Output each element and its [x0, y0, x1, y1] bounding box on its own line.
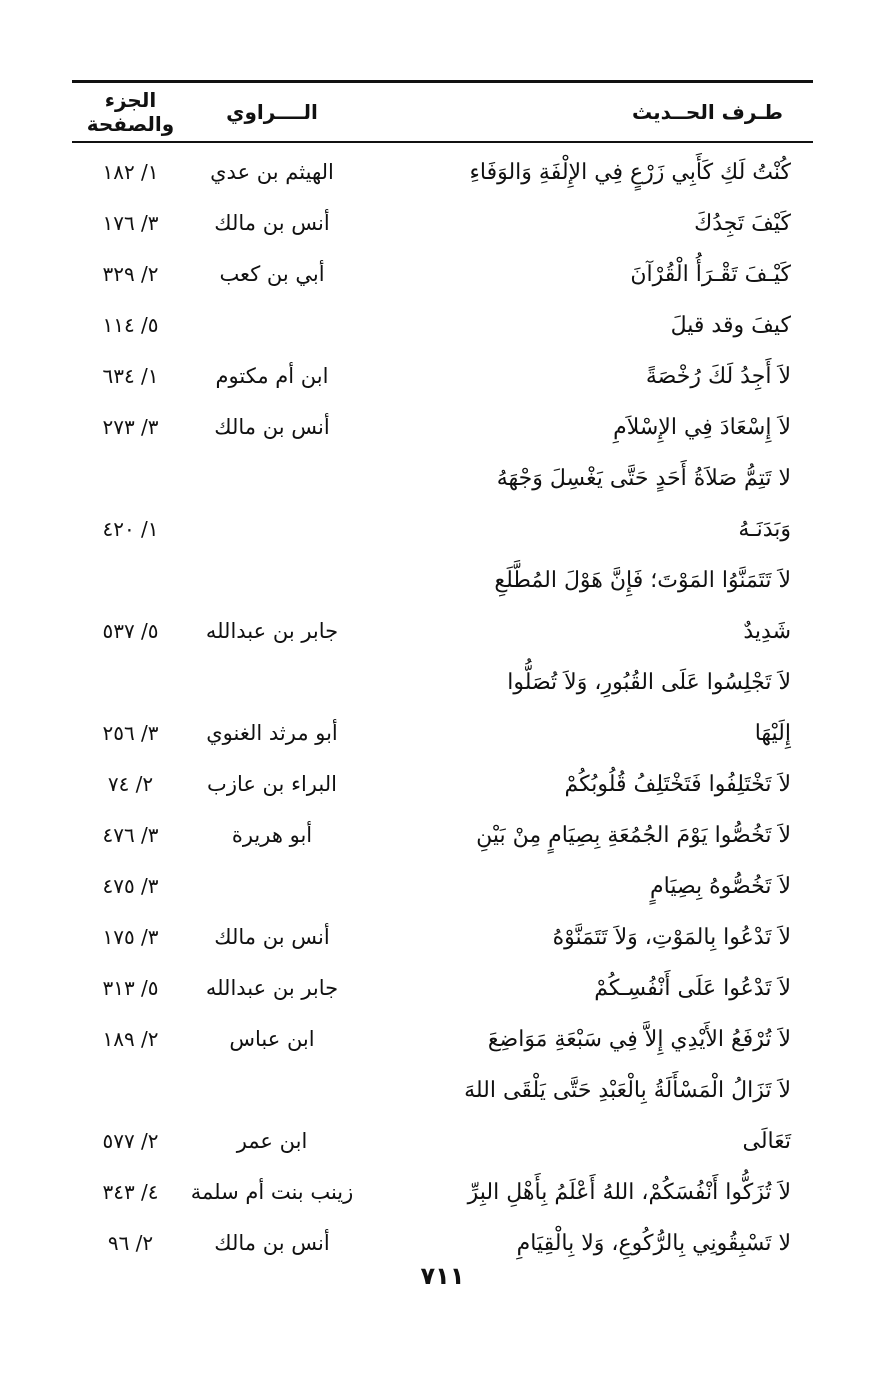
hadith-text: [355, 402, 813, 453]
table-row: [72, 198, 813, 249]
narrator: ابن عباس: [229, 1027, 315, 1051]
hadith-text: [355, 810, 813, 861]
index-table: [72, 80, 813, 1269]
hadith-line: تَعَالَى: [742, 1129, 791, 1154]
narrator: الهيثم بن عدي: [210, 160, 334, 184]
hadith-text: [355, 1014, 813, 1065]
hadith-line: كَيْـفَ تَقْـرَأُ الْقُرْآنَ: [630, 262, 791, 287]
hadith-text: [355, 147, 813, 198]
hadith-line: لا تَتِمُّ صَلاَةُ أَحَدٍ حَتَّى يَغْسِلَ وَجْهَهُ: [496, 466, 791, 491]
hadith-text: [355, 198, 813, 249]
hadith-line: كُنْتُ لَكِ كَأَبِي زَرْعٍ فِي الإِلْفَةِ وَالوَفَاءِ: [469, 160, 791, 185]
header-volume-page: الجزء والصفحة: [86, 88, 175, 136]
hadith-text: [355, 351, 813, 402]
hadith-text: [355, 861, 813, 912]
narrator: أنس بن مالك: [214, 925, 330, 949]
hadith-text: [355, 759, 813, 810]
volume-page: ٥/ ٣١٣: [102, 976, 159, 1000]
hadith-text: [355, 657, 813, 759]
table-row: [72, 963, 813, 1014]
hadith-text: [355, 555, 813, 657]
table-row: [72, 249, 813, 300]
hadith-line: لاَ تَخُصُّوا يَوْمَ الجُمُعَةِ بِصِيَامٍ مِنْ بَيْنِ: [476, 823, 791, 848]
volume-page: ٣/ ١٧٥: [102, 925, 159, 949]
table-row: [72, 912, 813, 963]
hadith-text: [355, 249, 813, 300]
hadith-text: [355, 1065, 813, 1167]
hadith-line: لا تَسْبِقُونِي بِالرُّكُوعِ، وَلا بِالْقِيَامِ: [516, 1231, 791, 1256]
volume-page: ٣/ ٤٧٦: [102, 823, 159, 847]
volume-page: ٣/ ١٧٦: [102, 211, 159, 235]
header-rule: [72, 141, 813, 143]
hadith-text: [355, 453, 813, 555]
table-row: [72, 351, 813, 402]
hadith-line: لاَ إِسْعَادَ فِي الإِسْلاَمِ: [613, 415, 791, 440]
hadith-line: لاَ تُزَكُّوا أَنْفُسَكُمْ، اللهُ أَعْلَمُ بِأَهْلِ البِرِّ: [467, 1180, 791, 1205]
table-row: [72, 1167, 813, 1218]
narrator: البراء بن عازب: [207, 772, 337, 796]
hadith-line: لاَ تَدْعُوا بِالمَوْتِ، وَلاَ تَتَمَنَّوْهُ: [552, 925, 791, 950]
hadith-line: كيفَ وقد قيلَ: [670, 313, 791, 338]
table-row: [72, 1014, 813, 1065]
volume-page: ١/ ٦٣٤: [102, 364, 159, 388]
narrator: أنس بن مالك: [214, 1231, 330, 1255]
volume-page: ٣/ ٢٧٣: [102, 415, 159, 439]
hadith-line: لاَ أَجِدُ لَكَ رُخْصَةً: [645, 364, 791, 389]
table-row: [72, 300, 813, 351]
hadith-line: إِلَيْهَا: [754, 721, 791, 746]
narrator: أبو هريرة: [231, 823, 313, 847]
narrator: ابن أم مكتوم: [215, 364, 329, 388]
volume-page: ١/ ١٨٢: [102, 160, 159, 184]
table-row: [72, 402, 813, 453]
header-narrator: الــــراوي: [226, 100, 318, 124]
hadith-text: [355, 912, 813, 963]
volume-page: ٢/ ١٨٩: [102, 1027, 159, 1051]
header-hadith: طـرف الحــديث: [632, 100, 783, 124]
table-row: [72, 555, 813, 657]
volume-page: ٣/ ٤٧٥: [102, 874, 159, 898]
hadith-line: كَيْفَ تَجِدُكَ: [694, 211, 791, 236]
table-row: [72, 861, 813, 912]
hadith-line: لاَ تَخُصُّوهُ بِصِيَامٍ: [650, 874, 791, 899]
volume-page: ٥/ ٥٣٧: [102, 619, 159, 643]
narrator: زينب بنت أم سلمة: [190, 1180, 354, 1204]
page-number: ٧١١: [420, 1262, 465, 1290]
narrator: جابر بن عبدالله: [205, 619, 339, 643]
hadith-text: [355, 300, 813, 351]
hadith-line: لاَ تَخْتَلِفُوا فَتَخْتَلِفُ قُلُوبُكُمْ: [564, 772, 791, 797]
hadith-text: [355, 1167, 813, 1218]
hadith-text: [355, 963, 813, 1014]
table-header: [72, 83, 813, 141]
volume-page: ٢/ ٧٤: [107, 772, 154, 796]
volume-page: ٢/ ٥٧٧: [102, 1129, 159, 1153]
table-row: [72, 1065, 813, 1167]
narrator: أبي بن كعب: [219, 262, 325, 286]
narrator: ابن عمر: [236, 1129, 308, 1153]
narrator: أبو مرثد الغنوي: [206, 721, 338, 745]
table-row: [72, 657, 813, 759]
hadith-line: شَدِيدٌ: [743, 619, 791, 644]
volume-page: ٥/ ١١٤: [102, 313, 159, 337]
hadith-line: لاَ تَجْلِسُوا عَلَى القُبُورِ، وَلاَ تُصَلُّوا: [507, 670, 791, 695]
narrator: أنس بن مالك: [214, 415, 330, 439]
hadith-line: وَبَدَنَـهُ: [738, 517, 791, 542]
volume-page: ٣/ ٢٥٦: [102, 721, 159, 745]
hadith-line: لاَ تَزَالُ الْمَسْأَلَةُ بِالْعَبْدِ حَتَّى يَلْقَى اللهَ: [464, 1078, 791, 1103]
table-row: [72, 810, 813, 861]
hadith-line: لاَ تَدْعُوا عَلَى أَنْفُسِـكُمْ: [594, 976, 791, 1001]
hadith-line: لاَ تُرْفَعُ الأَيْدِي إِلاَّ فِي سَبْعَةِ مَوَاضِعَ: [487, 1027, 791, 1052]
table-row: [72, 759, 813, 810]
volume-page: ٢/ ٣٢٩: [102, 262, 159, 286]
volume-page: ١/ ٤٢٠: [102, 517, 159, 541]
narrator: أنس بن مالك: [214, 211, 330, 235]
hadith-line: لاَ تَتَمَنَّوُا المَوْتَ؛ فَإِنَّ هَوْلَ المُطَّلَعِ: [494, 568, 791, 593]
table-row: [72, 453, 813, 555]
table-body: [72, 147, 813, 1269]
table-row: [72, 147, 813, 198]
volume-page: ٤/ ٣٤٣: [102, 1180, 159, 1204]
volume-page: ٢/ ٩٦: [107, 1231, 154, 1255]
narrator: جابر بن عبدالله: [205, 976, 339, 1000]
